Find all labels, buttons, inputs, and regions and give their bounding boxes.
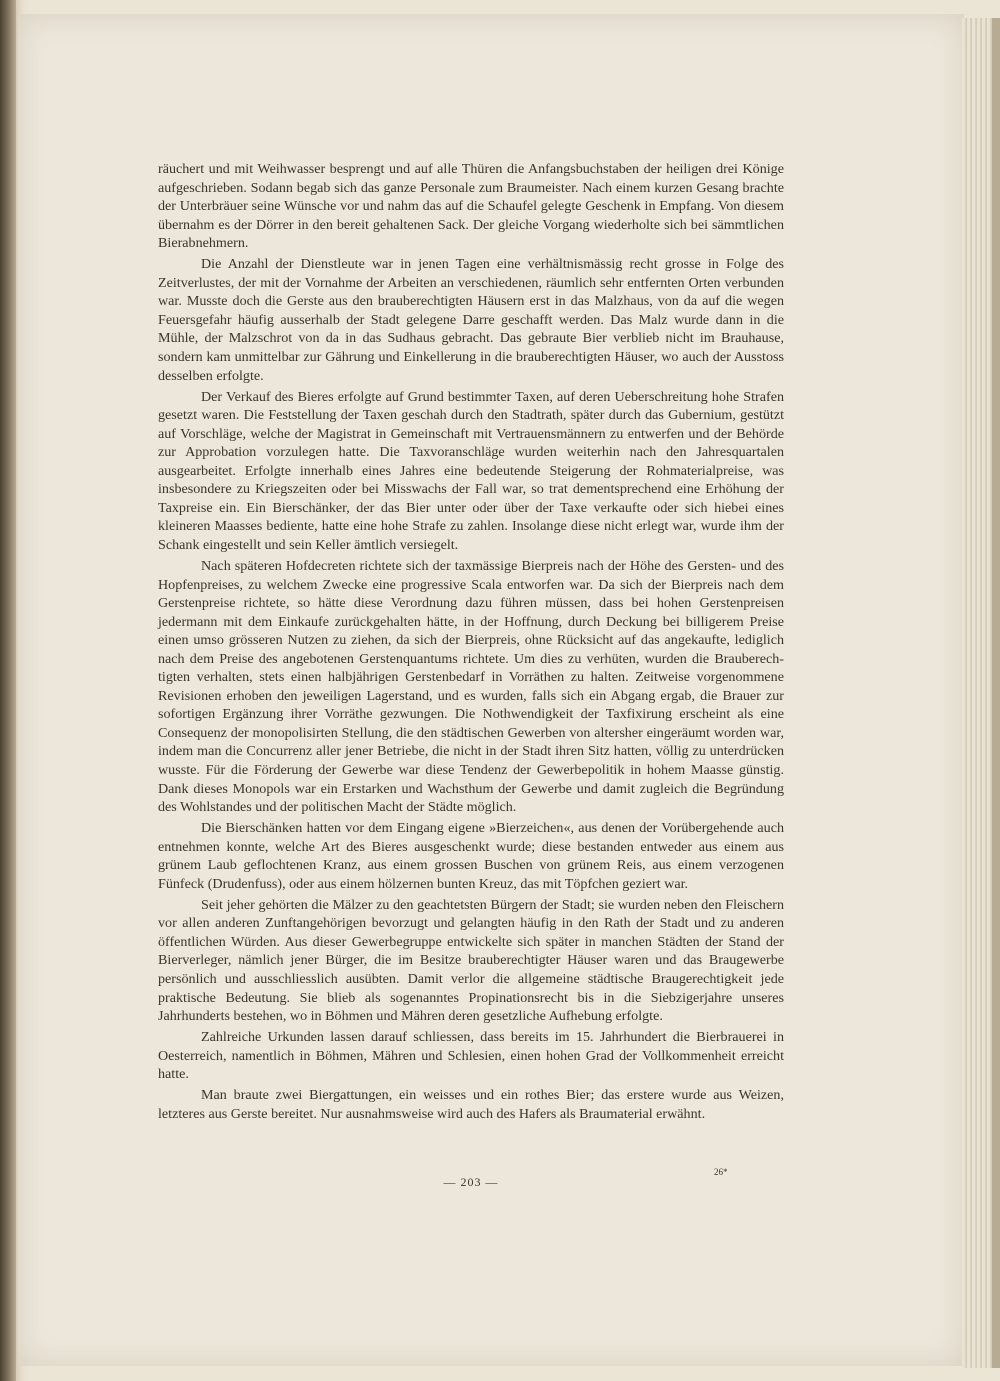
body-text — [158, 160, 784, 1126]
paragraph-7: Zahlreiche Urkunden lassen darauf schliessen, dass bereits im 15. Jahrhundert die Bierbrauerei in Oesterreich, namentlich in Böhmen, Mähren und Schlesien, einen hohen Grad der Vollkommenheit erreicht hatte. — [158, 1029, 784, 1083]
paragraph-8: Man braute zwei Biergattungen, ein weisses und ein rothes Bier; das erstere wurde aus Weizen, letzteres aus Gerste bereitet. Nur ausnahmsweise wird auch des Hafers als Braumaterial erwähnt. — [158, 1087, 784, 1122]
paragraph-2: Die Anzahl der Dienstleute war in jenen Tagen eine verhältnismässig recht grosse in Folge des Zeitverlustes, der mit der Vornahme der Arbeiten an verschiedenen, räumlich sehr entfernten Orten verbunden war. Musste doch die Gerste aus den brauberechtigten Häusern erst in das Malzhaus, von da auf die wegen Feuersgefahr häufig ausserhalb der Stadt gelegene Darre geschafft werden. Das Malz wurde dann in die Mühle, der Malzschrot von da in das Sudhaus gebracht. Das gebraute Bier verblieb nicht im Brauhause, sondern kam unmittelbar zur Gährung und Einkellerung in die brauberechtigten Häuser, wo auch der Ausstoss desselben erfolgte. — [158, 256, 784, 384]
paragraph-4: Nach späteren Hofdecreten richtete sich der taxmässige Bierpreis nach der Höhe des Gersten- und des Hopfenpreises, zu welchem Zwecke eine progressive Scala entworfen war. Da sich der Bierpreis nach dem Gerstenpreise richtete, so hätte diese Verordnung dazu führen müssen, dass bei hohen Gerstenpreisen jedermann mit dem Einkaufe zurückgehalten hätte, in der Hoffnung, durch Deckung bei billigerem Preise einen umso grösseren Nutzen zu ziehen, da sich der Bierpreis, ohne Rücksicht auf das angekaufte, lediglich nach dem Preise des angebotenen Gerstenquantums richtete. Um dies zu verhüten, wurden die Brauberechtigten verhalten, stets einen halbjährigen Gerstenbedarf in Vorräthen zu halten. Zeitweise vorgenommene Revisionen erhoben den jeweiligen Lagerstand, und es wurden, falls sich ein Abgang ergab, die Brauer zur sofortigen Ergänzung ihrer Vorräthe gezwungen. Die Nothwendigkeit der Taxfixirung erscheint als eine Consequenz der monopolisirten Stellung, die den städtischen Gewerben von altersher eingeräumt worden war, indem man die Concurrenz aller jener Betriebe, die nicht in der Stadt ihren Sitz hatten, völlig zu unterdrücken wusste. Für die Förderung der Gewerbe war diese Tendenz der Gewerbepolitik in hohem Maasse günstig. Dank dieses Monopols war ein Erstarken und Wachsthum der Gewerbe und damit zugleich die Begründung des Wohlstandes und der politischen Macht der Städte möglich. — [158, 557, 784, 816]
page-stack-edge — [962, 18, 1000, 1368]
page-number: — 203 — — [443, 1175, 499, 1189]
paragraph-5: Die Bierschänken hatten vor dem Eingang eigene »Bierzeichen«, aus denen der Vorübergehende auch entnehmen konnte, welche Art des Bieres ausgeschenkt wurde; diese bestanden entweder aus einem aus grünem Laub geflochtenen Kranz, aus einem grossen Buschen von grünem Reis, aus einem verzogenen Fünfeck (Drudenfuss), oder aus einem hölzernen bunten Kreuz, das mit Töpfchen geziert war. — [158, 820, 784, 892]
paragraph-1: räuchert und mit Weihwasser besprengt und auf alle Thüren die Anfangsbuchstaben der heiligen drei Könige aufgeschrieben. Sodann begab sich das ganze Personale zum Braumeister. Nach einem kurzen Gesang brachte der Unterbräuer seine Wünsche vor und nahm das auf die Schaufel gelegte Geschenk in Empfang. Von diesem übernahm es der Dörrer in den bereit gehaltenen Sack. Der gleiche Vorgang wiederholte sich bei sämmtlichen Bierabnehmern. — [158, 161, 784, 252]
book-spine-edge — [0, 0, 16, 1381]
signature-mark: 26* — [714, 1167, 728, 1177]
paragraph-3: Der Verkauf des Bieres erfolgte auf Grund bestimmter Taxen, auf deren Ueberschreitung hohe Strafen gesetzt waren. Die Feststellung der Taxen geschah durch den Stadtrath, später durch das Gubernium, gestützt auf Vorschläge, welche der Magistrat in Gemeinschaft mit Vertrauensmännern zu entwerfen und der Behörde zur Approbation vorzulegen hatte. Die Taxvoranschläge wurden weiterhin nach den Jahresquartalen ausgearbeitet. Erfolgte innerhalb eines Jahres eine bedeutende Steigerung der Rohmaterialpreise, was insbesondere zu Kriegszeiten oder bei Misswachs der Fall war, so trat dementsprechend eine Erhöhung der Taxpreise ein. Ein Bierschänker, der das Bier unter oder über der Taxe verkaufte oder sich hiebei eines kleineren Maasses bediente, hatte eine hohe Strafe zu zahlen. Insolange diese nicht erlegt war, wurde ihm der Schank eingestellt und sein Keller ämtlich versiegelt. — [158, 388, 784, 553]
page-footer — [158, 1167, 784, 1203]
paragraph-6: Seit jeher gehörten die Mälzer zu den geachtetsten Bürgern der Stadt; sie wurden neben den Fleischern vor allen anderen Zunftangehörigen bevorzugt und gelangten häufig in den Rath der Stadt und zu anderen öffentlichen Würden. Aus dieser Gewerbegruppe entwickelte sich später in manchen Städten der Stand der Bierverleger, nämlich jener Bürger, die im Besitze brauberechtigter Häuser waren und das Braugewerbe persönlich und ausschliesslich ausübten. Damit verlor die allgemeine städtische Braugerechtigkeit jede praktische Bedeutung. Sie blieb als sogenanntes Propinationsrecht bis in die Siebzigerjahre unseres Jahrhunderts bestehen, wo in Böhmen und Mähren deren gesetzliche Aufhebung erfolgte. — [158, 896, 784, 1025]
